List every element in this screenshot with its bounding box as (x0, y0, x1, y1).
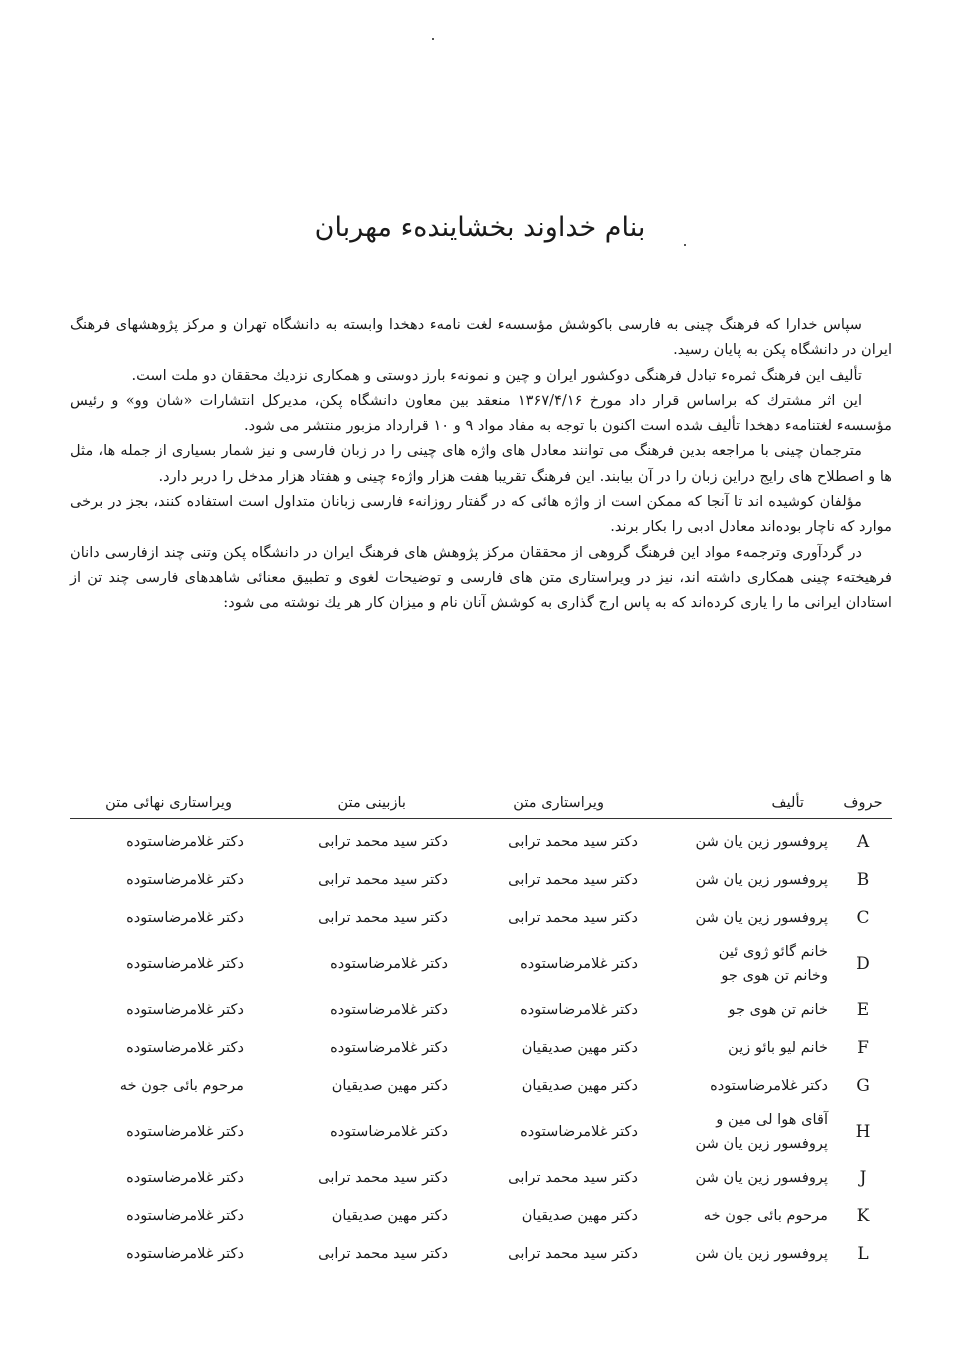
contributors-table (70, 788, 892, 1273)
table-row (70, 1029, 892, 1067)
row-final-editor: دکتر غلامرضاستوده (126, 871, 244, 888)
row-letter: G (856, 1076, 870, 1096)
header-author: تألیف (771, 794, 804, 811)
row-letter: K (856, 1206, 870, 1226)
row-final-editor: دکتر غلامرضاستوده (126, 909, 244, 926)
author-line-1: خانم گائو ژوی ئین (718, 943, 828, 960)
row-final-editor: دکتر غلامرضاستوده (126, 1123, 244, 1140)
row-letter: J (859, 1168, 867, 1188)
table-row (70, 1067, 892, 1105)
row-letter: E (856, 1000, 870, 1020)
row-final-editor: مرحوم بائی جون خه (119, 1077, 244, 1094)
table-row (70, 1105, 892, 1159)
row-letter: L (857, 1244, 869, 1264)
row-editor: دکتر غلامرضاستوده (520, 1123, 638, 1140)
paragraph-4: مترجمان چینی با مراجعه بدین فرهنگ می توانند معادل های واژه های چینی را در زبان فارسی و نیز شمار بسیاری از جمله ها، مثل ها و اصطلاح های رایج دراین زبان را در آن بیابند. این فرهنگ تقریبا هفت هزار واژهء چینی و هفتاد هزار مدخل را دربر دارد. (70, 442, 892, 485)
paragraph-2: تألیف این فرهنگ ثمرهء تبادل فرهنگی دوکشور ایران و چین و نمونهء بارز دوستی و همکاری نزدیك محققان دو ملت است. (131, 366, 862, 384)
row-editor: دکتر مهین صدیقیان (521, 1077, 638, 1094)
row-reviewer: دکتر غلامرضاستوده (330, 1039, 448, 1056)
row-reviewer: دکتر غلامرضاستوده (330, 1001, 448, 1018)
row-letter: D (856, 954, 870, 974)
table-row (70, 861, 892, 899)
row-reviewer: دکتر سید محمد ترابی (318, 1169, 448, 1186)
table-header (70, 788, 892, 819)
paragraph-3: این اثر مشترك که براساس قرار داد مورخ ۱۳۶۷/۴/۱۶ منعقد بین معاون دانشگاه پکن، مدیرکل انتشارات «شان وو» و رئیس مؤسسهء لغتنامهء دهخدا تألیف شده است اکنون با توجه به مفاد مواد ۹ و ۱۰ قرارداد مزبور منتشر می شود. (70, 391, 892, 435)
row-author: پروفسور زین یان شن (695, 909, 828, 926)
row-author (660, 940, 834, 988)
row-editor: دکتر مهین صدیقیان (521, 1039, 638, 1056)
row-author: مرحوم بائی جون خه (703, 1207, 828, 1224)
row-editor: دکتر سید محمد ترابی (508, 833, 638, 850)
row-letter: C (856, 908, 870, 928)
row-letter: A (856, 832, 870, 852)
row-final-editor: دکتر غلامرضاستوده (126, 833, 244, 850)
row-final-editor: دکتر غلامرضاستوده (126, 1245, 244, 1262)
row-author: پروفسور زین یان شن (695, 833, 828, 850)
row-reviewer: دکتر سید محمد ترابی (318, 871, 448, 888)
page-speck (432, 38, 434, 40)
row-final-editor: دکتر غلامرضاستوده (126, 1001, 244, 1018)
table-row (70, 991, 892, 1029)
table-row (70, 823, 892, 861)
table-row (70, 1159, 892, 1197)
row-author: پروفسور زین یان شن (695, 1169, 828, 1186)
row-final-editor: دکتر غلامرضاستوده (126, 1169, 244, 1186)
row-author: پروفسور زین یان شن (695, 871, 828, 888)
row-letter: F (857, 1038, 869, 1058)
paragraph-6: در گردآوری وترجمهء مواد این فرهنگ گروهی از محققان مرکز پژوهش های فرهنگ ایران در دانشگاه پکن وتنی چند ازفارسی دانان فرهیختهء چینی همکاری داشته اند، نیز در ویراستاری متن های فارسی و توضیحات لغوی و تطبیق معنائی شاهدهای فارسی چند تن از استادان ایرانی ما را یاری کرده‌اند که به پاس ارج گذاری به کوشش آنان نام و میزان کار هر یك نوشته می شود: (70, 543, 892, 612)
row-author: پروفسور زین یان شن (695, 1245, 828, 1262)
author-line-1: آقای هوا لی مین و (716, 1111, 828, 1128)
row-editor: دکتر غلامرضاستوده (520, 955, 638, 972)
row-letter: B (856, 870, 870, 890)
row-reviewer: دکتر مهین صدیقیان (331, 1077, 448, 1094)
row-editor: دکتر سید محمد ترابی (508, 871, 638, 888)
row-reviewer: دکتر مهین صدیقیان (331, 1207, 448, 1224)
paragraph-1: سپاس خدارا که فرهنگ چینی به فارسی باکوشش مؤسسهء لغت نامهء دهخدا وابسته به دانشگاه تهران و مرکز پژوهشهای فرهنگ ایران در دانشگاه پکن به پایان رسید. (70, 316, 892, 359)
page-title: بنام خداوند بخشایندهء مهربان (314, 212, 646, 244)
author-line-2: پروفسور زین یان شن (695, 1135, 828, 1152)
row-final-editor: دکتر غلامرضاستوده (126, 1039, 244, 1056)
row-reviewer: دکتر سید محمد ترابی (318, 909, 448, 926)
table-row (70, 899, 892, 937)
row-reviewer: دکتر غلامرضاستوده (330, 1123, 448, 1140)
row-letter: H (855, 1122, 871, 1142)
preface-body (70, 312, 892, 616)
row-editor: دکتر سید محمد ترابی (508, 1245, 638, 1262)
table-row (70, 937, 892, 991)
row-author: خانم لیو بائو زین (728, 1039, 828, 1056)
row-reviewer: دکتر سید محمد ترابی (318, 1245, 448, 1262)
author-line-2: وخانم تن هوی جو (721, 967, 828, 984)
header-final: ویراستاری نهائی متن (105, 794, 232, 811)
row-author: خانم تن هوی جو (728, 1001, 828, 1018)
row-reviewer: دکتر سید محمد ترابی (318, 833, 448, 850)
row-editor: دکتر سید محمد ترابی (508, 909, 638, 926)
table-row (70, 1197, 892, 1235)
row-editor: دکتر سید محمد ترابی (508, 1169, 638, 1186)
header-letter: حروف (843, 794, 883, 811)
row-final-editor: دکتر غلامرضاستوده (126, 1207, 244, 1224)
row-editor: دکتر مهین صدیقیان (521, 1207, 638, 1224)
title-speck (684, 244, 686, 246)
row-editor: دکتر غلامرضاستوده (520, 1001, 638, 1018)
row-author: دکتر غلامرضاستوده (710, 1077, 828, 1094)
table-row (70, 1235, 892, 1273)
row-final-editor: دکتر غلامرضاستوده (126, 955, 244, 972)
header-review: بازبینی متن (337, 794, 406, 811)
row-author (660, 1108, 834, 1156)
row-reviewer: دکتر غلامرضاستوده (330, 955, 448, 972)
header-edit: ویراستاری متن (513, 794, 604, 811)
paragraph-5: مؤلفان کوشیده اند تا آنجا که ممکن است از واژه هائی که در گفتار روزانهء فارسی زبانان متداول است استفاده کنند، بجز در برخی موارد که ناچار بوده‌اند معادل ادبی را بکار برند. (70, 493, 892, 536)
